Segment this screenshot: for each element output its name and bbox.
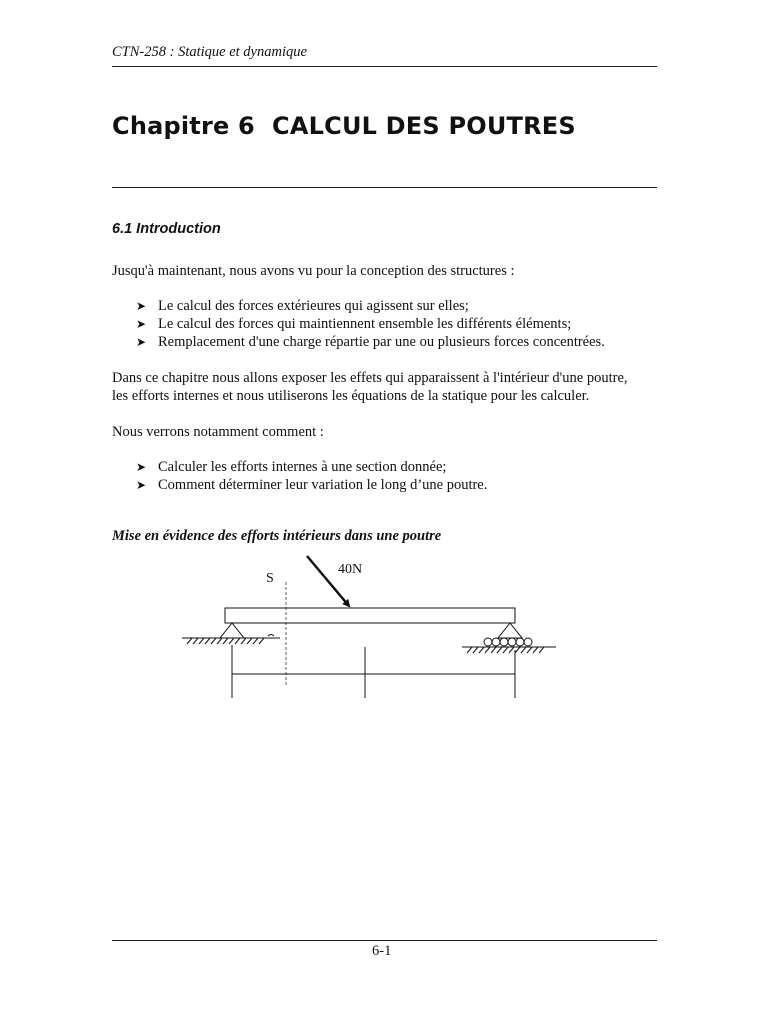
title-rule — [112, 187, 657, 188]
dimension-lines — [232, 645, 515, 698]
chapter-paragraph — [112, 369, 672, 405]
list-item: ➤ Le calcul des forces extérieures qui agissent sur elles; — [136, 298, 469, 314]
beam — [225, 608, 515, 623]
force-label: 40N — [338, 562, 363, 577]
arrow-bullet-icon: ➤ — [136, 317, 147, 331]
list-item: ➤ Calculer les efforts internes à une section donnée; — [136, 459, 447, 475]
arrow-bullet-icon: ➤ — [136, 478, 147, 492]
force-calculation-list — [136, 297, 605, 351]
paragraph-line: les efforts internes et nous utiliserons les équations de la statique pour les calculer. — [112, 388, 590, 404]
list-item: ➤ Le calcul des forces qui maintiennent ensemble les différents éléments; — [136, 316, 572, 332]
arrow-bullet-icon: ➤ — [136, 299, 147, 313]
footer-rule — [112, 940, 657, 941]
list-item: ➤ Comment déterminer leur variation le long d’une poutre. — [136, 477, 488, 493]
arrow-bullet-icon: ➤ — [136, 460, 147, 474]
intro-paragraph: Jusqu'à maintenant, nous avons vu pour la conception des structures : — [112, 263, 515, 279]
section-label: S — [266, 571, 274, 586]
section-heading: 6.1 Introduction — [112, 221, 221, 237]
figure-caption: Mise en évidence des efforts intérieurs dans une poutre — [112, 528, 442, 544]
objectives-paragraph: Nous verrons notamment comment : — [112, 424, 324, 440]
objectives-list — [136, 458, 487, 494]
chapter-title: Chapitre 6 CALCUL DES POUTRES — [112, 112, 576, 140]
arrow-bullet-icon: ➤ — [136, 335, 147, 349]
running-header: CTN-258 : Statique et dynamique — [112, 44, 307, 60]
pin-support-left — [182, 623, 280, 644]
paragraph-line: Dans ce chapitre nous allons exposer les effets qui apparaissent à l'intérieur d'une poutre, — [112, 370, 628, 386]
header-rule — [112, 66, 657, 67]
beam-diagram — [170, 550, 570, 710]
roller-support-right — [462, 623, 556, 653]
list-item: ➤ Remplacement d'une charge répartie par une ou plusieurs forces concentrées. — [136, 334, 605, 350]
page-number: 6-1 — [372, 943, 392, 959]
